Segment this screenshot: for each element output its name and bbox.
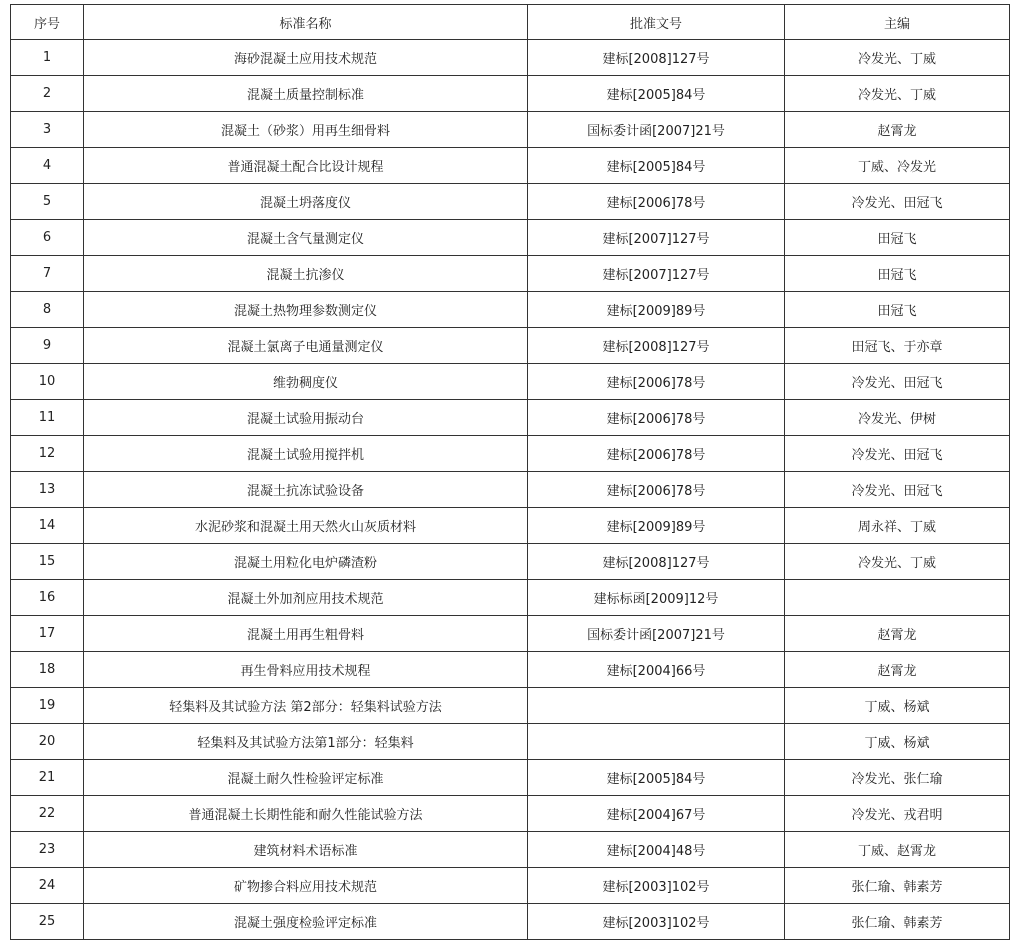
cell-approval-number: 建标[2006]78号 [528, 472, 785, 508]
cell-index: 20 [11, 724, 84, 760]
cell-approval-number: 建标[2008]127号 [528, 544, 785, 580]
cell-chief-editor: 田冠飞 [785, 292, 1010, 328]
cell-index: 17 [11, 616, 84, 652]
cell-standard-name: 普通混凝土长期性能和耐久性能试验方法 [84, 796, 528, 832]
cell-approval-number: 国标委计函[2007]21号 [528, 616, 785, 652]
cell-approval-number: 建标[2003]102号 [528, 868, 785, 904]
cell-approval-number: 建标[2005]84号 [528, 76, 785, 112]
table-row [11, 652, 1010, 688]
cell-approval-number: 建标[2004]67号 [528, 796, 785, 832]
cell-index: 8 [11, 292, 84, 328]
cell-chief-editor: 丁威、冷发光 [785, 148, 1010, 184]
table-row [11, 544, 1010, 580]
cell-standard-name: 普通混凝土配合比设计规程 [84, 148, 528, 184]
cell-chief-editor: 田冠飞、于亦章 [785, 328, 1010, 364]
cell-chief-editor: 田冠飞 [785, 256, 1010, 292]
table-row [11, 76, 1010, 112]
cell-chief-editor: 冷发光、丁威 [785, 544, 1010, 580]
cell-index: 7 [11, 256, 84, 292]
table-row [11, 112, 1010, 148]
cell-standard-name: 混凝土外加剂应用技术规范 [84, 580, 528, 616]
table-row [11, 472, 1010, 508]
cell-chief-editor: 赵霄龙 [785, 616, 1010, 652]
header-index: 序号 [11, 5, 84, 40]
table-row [11, 40, 1010, 76]
standards-table [10, 4, 1010, 940]
table-row [11, 832, 1010, 868]
cell-chief-editor: 冷发光、丁威 [785, 76, 1010, 112]
table-row [11, 904, 1010, 940]
cell-chief-editor: 冷发光、田冠飞 [785, 472, 1010, 508]
cell-standard-name: 混凝土坍落度仪 [84, 184, 528, 220]
table-header-row [11, 5, 1010, 40]
cell-chief-editor: 田冠飞 [785, 220, 1010, 256]
cell-index: 9 [11, 328, 84, 364]
table-row [11, 724, 1010, 760]
cell-standard-name: 混凝土用粒化电炉磷渣粉 [84, 544, 528, 580]
cell-standard-name: 混凝土强度检验评定标准 [84, 904, 528, 940]
cell-index: 23 [11, 832, 84, 868]
table-row [11, 256, 1010, 292]
cell-chief-editor: 冷发光、田冠飞 [785, 436, 1010, 472]
cell-chief-editor: 冷发光、张仁瑜 [785, 760, 1010, 796]
cell-index: 4 [11, 148, 84, 184]
cell-chief-editor: 赵霄龙 [785, 112, 1010, 148]
cell-chief-editor: 张仁瑜、韩素芳 [785, 868, 1010, 904]
cell-approval-number: 建标[2007]127号 [528, 220, 785, 256]
cell-approval-number: 建标[2006]78号 [528, 184, 785, 220]
table-row [11, 184, 1010, 220]
table-row [11, 364, 1010, 400]
header-standard-name: 标准名称 [84, 5, 528, 40]
cell-standard-name: 轻集料及其试验方法第1部分：轻集料 [84, 724, 528, 760]
cell-index: 19 [11, 688, 84, 724]
cell-approval-number [528, 688, 785, 724]
table-row [11, 760, 1010, 796]
cell-index: 11 [11, 400, 84, 436]
cell-chief-editor [785, 580, 1010, 616]
cell-index: 12 [11, 436, 84, 472]
table-row [11, 688, 1010, 724]
cell-index: 1 [11, 40, 84, 76]
cell-standard-name: 混凝土抗冻试验设备 [84, 472, 528, 508]
cell-approval-number: 建标[2006]78号 [528, 400, 785, 436]
cell-chief-editor: 张仁瑜、韩素芳 [785, 904, 1010, 940]
cell-standard-name: 混凝土试验用振动台 [84, 400, 528, 436]
cell-index: 5 [11, 184, 84, 220]
cell-index: 25 [11, 904, 84, 940]
cell-approval-number: 建标[2006]78号 [528, 364, 785, 400]
cell-standard-name: 混凝土抗渗仪 [84, 256, 528, 292]
cell-approval-number: 建标[2008]127号 [528, 40, 785, 76]
cell-chief-editor: 冷发光、伊树 [785, 400, 1010, 436]
cell-approval-number: 建标[2004]66号 [528, 652, 785, 688]
cell-index: 16 [11, 580, 84, 616]
cell-approval-number: 建标[2004]48号 [528, 832, 785, 868]
cell-chief-editor: 丁威、赵霄龙 [785, 832, 1010, 868]
table-row [11, 868, 1010, 904]
cell-chief-editor: 丁威、杨斌 [785, 688, 1010, 724]
header-approval-number: 批准文号 [528, 5, 785, 40]
table-row [11, 796, 1010, 832]
cell-chief-editor: 冷发光、戎君明 [785, 796, 1010, 832]
cell-approval-number: 建标[2009]89号 [528, 508, 785, 544]
cell-standard-name: 混凝土耐久性检验评定标准 [84, 760, 528, 796]
cell-chief-editor: 冷发光、田冠飞 [785, 364, 1010, 400]
cell-standard-name: 混凝土用再生粗骨料 [84, 616, 528, 652]
cell-standard-name: 水泥砂浆和混凝土用天然火山灰质材料 [84, 508, 528, 544]
table-row [11, 508, 1010, 544]
header-chief-editor: 主编 [785, 5, 1010, 40]
cell-index: 21 [11, 760, 84, 796]
cell-index: 24 [11, 868, 84, 904]
table-row [11, 616, 1010, 652]
cell-approval-number: 建标[2007]127号 [528, 256, 785, 292]
cell-chief-editor: 冷发光、丁威 [785, 40, 1010, 76]
cell-standard-name: 混凝土热物理参数测定仪 [84, 292, 528, 328]
cell-standard-name: 混凝土含气量测定仪 [84, 220, 528, 256]
cell-index: 3 [11, 112, 84, 148]
table-row [11, 580, 1010, 616]
cell-standard-name: 混凝土质量控制标准 [84, 76, 528, 112]
table-row [11, 292, 1010, 328]
cell-standard-name: 混凝土试验用搅拌机 [84, 436, 528, 472]
cell-standard-name: 混凝土（砂浆）用再生细骨料 [84, 112, 528, 148]
cell-approval-number: 建标[2005]84号 [528, 148, 785, 184]
cell-approval-number [528, 724, 785, 760]
cell-standard-name: 再生骨料应用技术规程 [84, 652, 528, 688]
table-row [11, 220, 1010, 256]
cell-index: 10 [11, 364, 84, 400]
cell-index: 2 [11, 76, 84, 112]
cell-index: 18 [11, 652, 84, 688]
cell-standard-name: 混凝土氯离子电通量测定仪 [84, 328, 528, 364]
cell-approval-number: 建标[2008]127号 [528, 328, 785, 364]
cell-standard-name: 矿物掺合料应用技术规范 [84, 868, 528, 904]
cell-index: 22 [11, 796, 84, 832]
cell-approval-number: 建标[2009]89号 [528, 292, 785, 328]
cell-index: 6 [11, 220, 84, 256]
cell-index: 15 [11, 544, 84, 580]
cell-chief-editor: 冷发光、田冠飞 [785, 184, 1010, 220]
table-row [11, 148, 1010, 184]
cell-chief-editor: 周永祥、丁威 [785, 508, 1010, 544]
cell-approval-number: 国标委计函[2007]21号 [528, 112, 785, 148]
cell-approval-number: 建标[2003]102号 [528, 904, 785, 940]
cell-standard-name: 海砂混凝土应用技术规范 [84, 40, 528, 76]
standards-table-container [10, 4, 1010, 940]
cell-index: 14 [11, 508, 84, 544]
cell-standard-name: 轻集料及其试验方法 第2部分：轻集料试验方法 [84, 688, 528, 724]
table-row [11, 436, 1010, 472]
cell-approval-number: 建标标函[2009]12号 [528, 580, 785, 616]
cell-standard-name: 建筑材料术语标准 [84, 832, 528, 868]
cell-index: 13 [11, 472, 84, 508]
table-row [11, 400, 1010, 436]
cell-chief-editor: 丁威、杨斌 [785, 724, 1010, 760]
cell-standard-name: 维勃稠度仪 [84, 364, 528, 400]
cell-approval-number: 建标[2006]78号 [528, 436, 785, 472]
cell-approval-number: 建标[2005]84号 [528, 760, 785, 796]
table-row [11, 328, 1010, 364]
cell-chief-editor: 赵霄龙 [785, 652, 1010, 688]
